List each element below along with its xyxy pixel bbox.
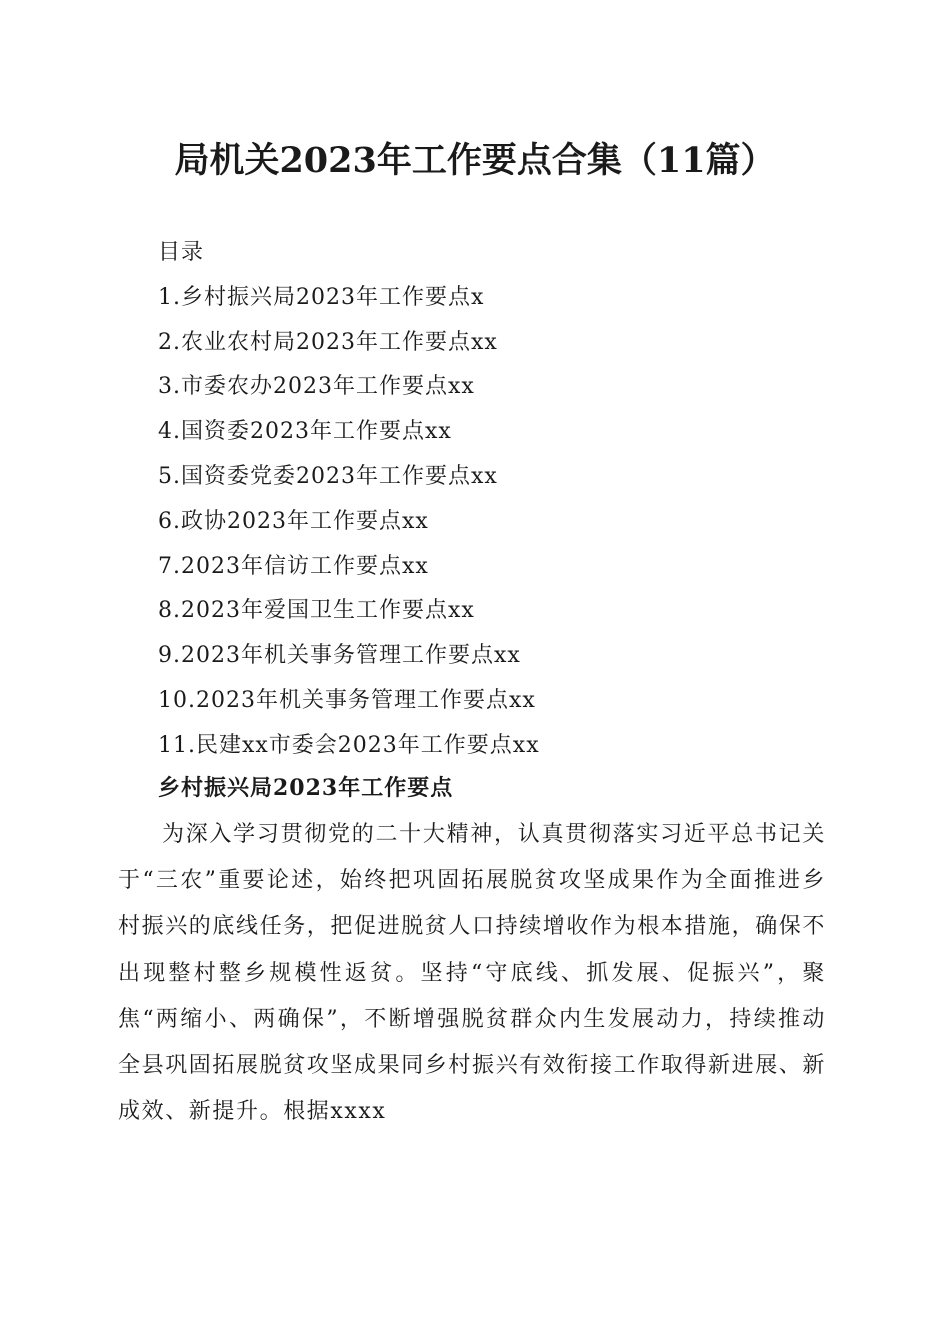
toc-heading: 目录 — [158, 240, 205, 265]
document-title: 局机关2023年工作要点合集（11篇） — [174, 140, 776, 181]
toc-item: 7.2023年信访工作要点xx — [158, 553, 429, 579]
table-of-contents — [158, 231, 838, 769]
body-paragraph: 为深入学习贯彻党的二十大精神，认真贯彻落实习近平总书记关于“三农”重要论述，始终把巩固拓展脱贫攻坚成果作为全面推进乡村振兴的底线任务，把促进脱贫人口持续增收作为根本措施，确保不出现整村整乡规模性返贫。坚持“守底线、抓发展、促振兴”，聚焦“两缩小、两确保”，不断增强脱贫群众内生发展动力，持续推动全县巩固拓展脱贫攻坚成果同乡村振兴有效衔接工作取得新进展、新成效、新提升。根据xxxx — [118, 822, 827, 1125]
toc-item: 5.国资委党委2023年工作要点xx — [158, 463, 498, 489]
toc-item: 10.2023年机关事务管理工作要点xx — [158, 687, 536, 713]
toc-item: 6.政协2023年工作要点xx — [158, 508, 429, 534]
toc-item: 1.乡村振兴局2023年工作要点x — [158, 284, 485, 310]
toc-item: 3.市委农办2023年工作要点xx — [158, 374, 475, 400]
toc-item: 4.国资委2023年工作要点xx — [158, 419, 452, 445]
toc-item: 11.民建xx市委会2023年工作要点xx — [158, 732, 540, 758]
toc-item: 9.2023年机关事务管理工作要点xx — [158, 643, 521, 669]
section-heading: 乡村振兴局2023年工作要点 — [158, 775, 454, 801]
toc-item: 2.农业农村局2023年工作要点xx — [158, 329, 498, 355]
toc-item: 8.2023年爱国卫生工作要点xx — [158, 598, 475, 624]
